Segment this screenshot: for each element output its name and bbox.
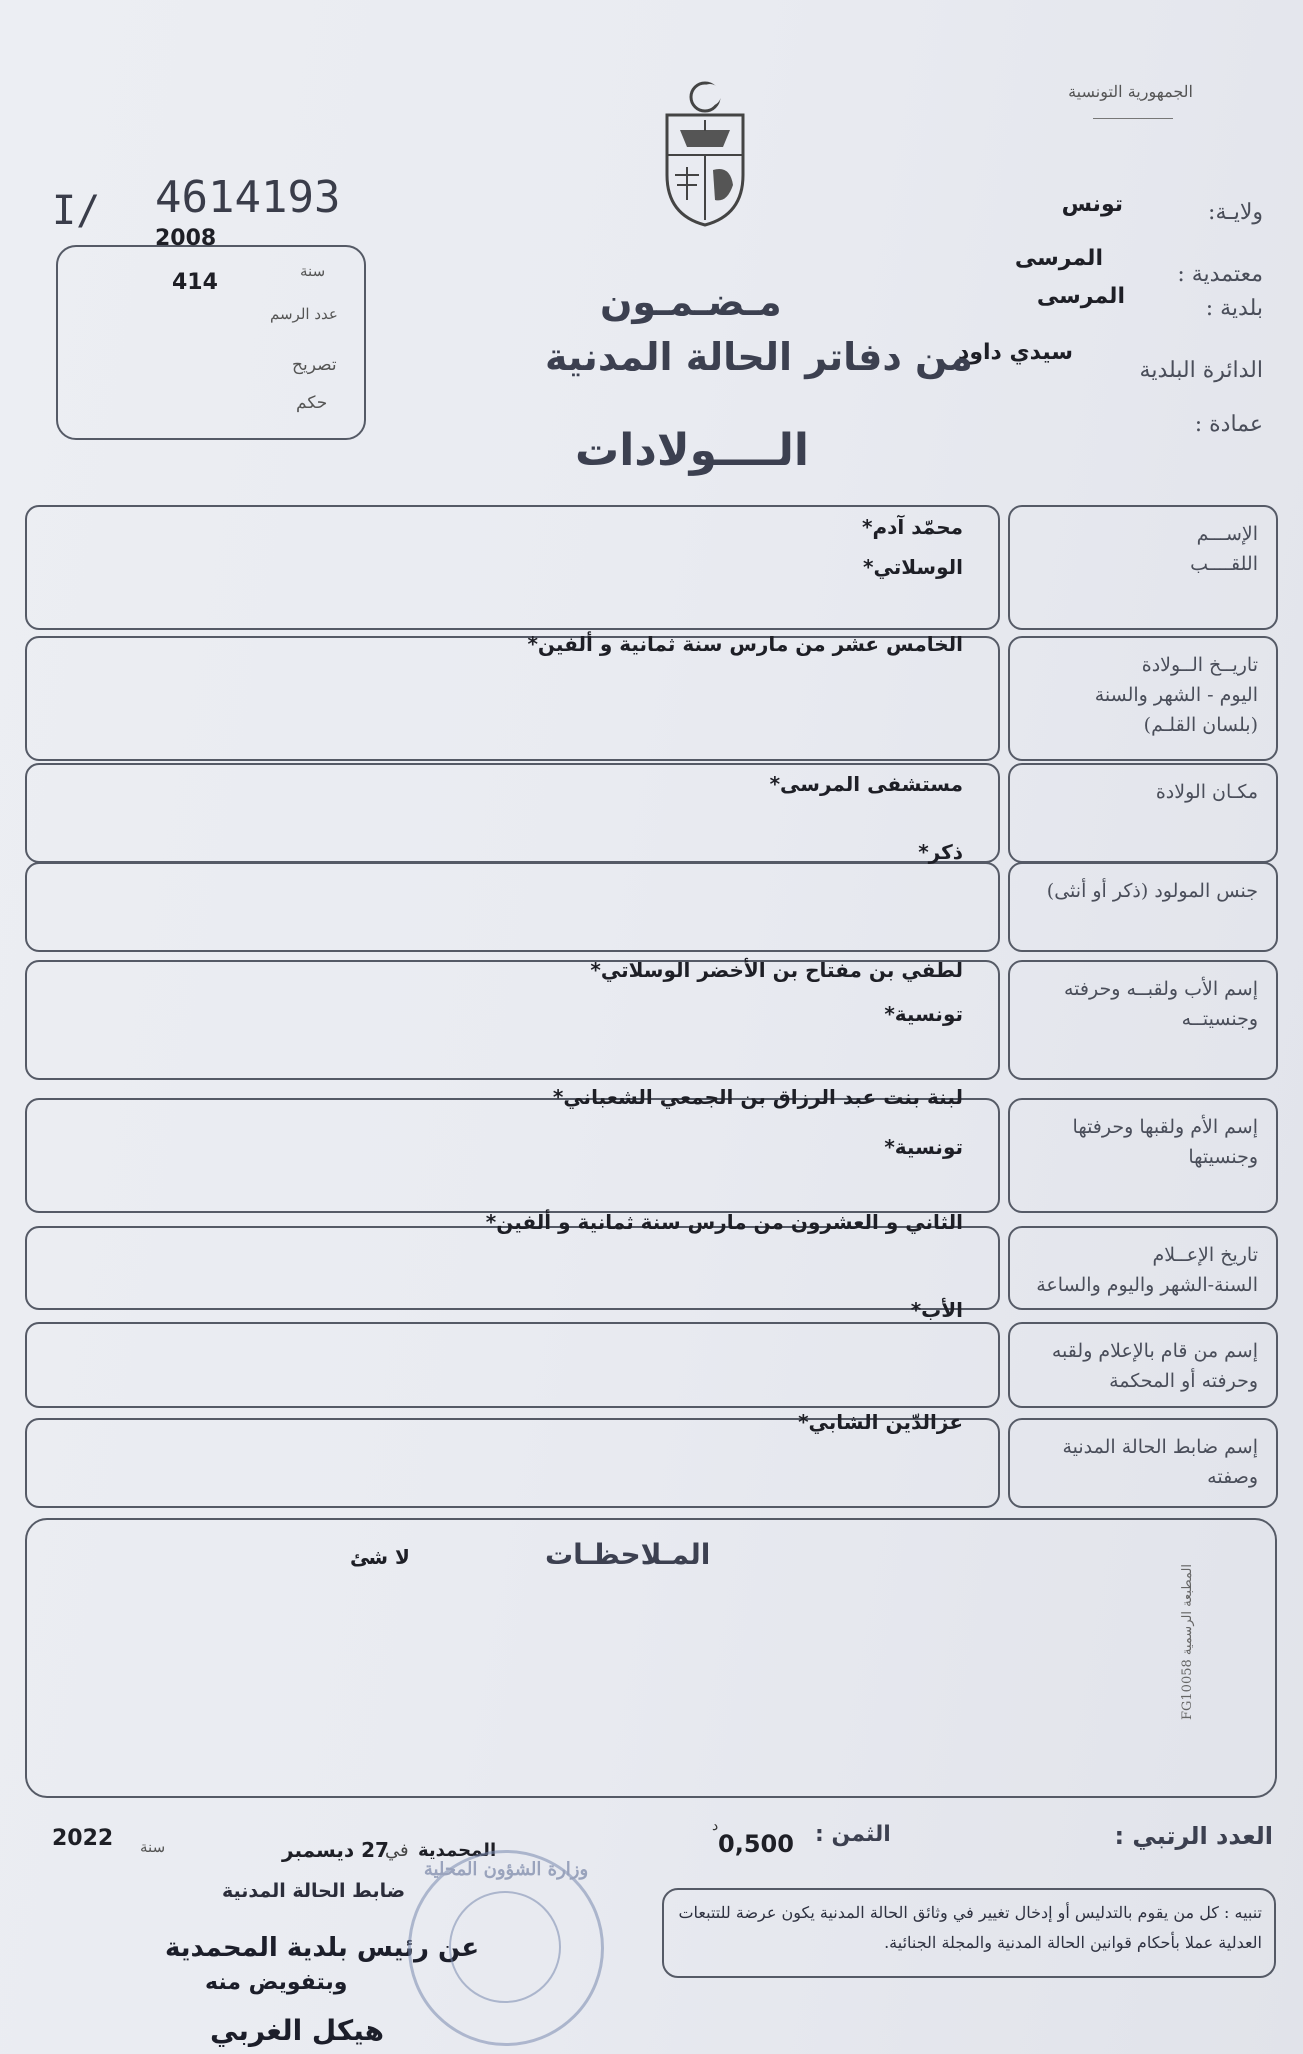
- row-label: تاريخ الإعــلام السنة-الشهر واليوم والساعة: [1036, 1244, 1258, 1296]
- price-label: الثمن :: [815, 1822, 891, 1847]
- signature-line1: عن رئيس بلدية المحمدية: [165, 1933, 480, 1963]
- issue-year: 2022: [52, 1826, 114, 1851]
- issue-date: 27 ديسمبر: [282, 1838, 389, 1862]
- baladia-value: المرسى: [1036, 284, 1125, 309]
- row-value-box: [25, 505, 1000, 630]
- row-label: إسم الأم ولقبها وحرفتها وجنسيتها: [1072, 1116, 1258, 1168]
- in-word: في: [385, 1840, 409, 1861]
- price-value: 0,500: [718, 1830, 794, 1858]
- title-line1: مـضـمـون: [600, 280, 782, 324]
- row-value: الثاني و العشرون من مارس سنة ثمانية و ألفين*: [485, 1210, 963, 1234]
- row-value: تونسية*: [884, 1002, 963, 1026]
- coat-of-arms-icon: [655, 75, 755, 235]
- daira-label: الدائرة البلدية: [1139, 358, 1263, 383]
- declaration-label: تصريح: [292, 355, 337, 375]
- price-unit: د: [712, 1818, 719, 1834]
- record-prefix: I/: [52, 188, 101, 234]
- row-value: الخامس عشر من مارس سنة ثمانية و ألفين*: [527, 632, 963, 656]
- row-value: عزالدّين الشابي*: [798, 1410, 963, 1434]
- signatory-name: هيكل الغربي: [210, 2014, 385, 2047]
- daira-value: سيدي داود: [958, 340, 1073, 365]
- row-value: تونسية*: [884, 1135, 963, 1159]
- row-value-box: [25, 1226, 1000, 1310]
- row-value: لطفي بن مفتاح بن الأخضر الوسلاتي*: [590, 958, 963, 982]
- row-value: ذكر*: [918, 840, 963, 864]
- row-label: إسم ضابط الحالة المدنية وصفته: [1062, 1436, 1258, 1488]
- row-label: مكـان الولادة: [1155, 781, 1258, 803]
- wilaya-label: ولايـة:: [1208, 200, 1263, 225]
- title-line3: الــــولادات: [575, 425, 809, 476]
- row-value: محمّد آدم*: [862, 515, 963, 539]
- row-label: الإســـم اللقــــب: [1190, 523, 1258, 575]
- warning-text: تنبيه : كل من يقوم بالتدليس أو إدخال تغيير في وثائق الحالة المدنية يكون عرضة للتتبعات العدلية عملا بأحكام قوانين الحالة المدنية والمجلة الجنائية.: [678, 1903, 1262, 1952]
- record-number: 4614193: [155, 172, 341, 223]
- row-value: مستشفى المرسى*: [769, 772, 963, 796]
- signature-line2: وبتفويض منه: [205, 1970, 348, 1995]
- row-label: إسم الأب ولقبــه وحرفته وجنسيتــه: [1064, 978, 1258, 1030]
- year-label: سنة: [300, 262, 326, 280]
- row-label: إسم من قام بالإعلام ولقبه وحرفته أو المحكمة: [1051, 1340, 1258, 1392]
- header-divider: [1093, 118, 1173, 119]
- stamp-text: وزارة الشؤون المحلية: [423, 1859, 589, 1880]
- republic-header: الجمهورية التونسية: [1068, 82, 1193, 101]
- remarks-label: المـلاحظـات: [545, 1538, 711, 1571]
- wilaya-value: تونس: [1061, 192, 1123, 217]
- title-line2: من دفاتر الحالة المدنية: [545, 335, 973, 379]
- motamadia-value: المرسى: [1014, 246, 1103, 271]
- year-word: سنة: [140, 1838, 166, 1856]
- remarks-value: لا شئ: [350, 1545, 410, 1569]
- year-value: 2008: [155, 226, 217, 251]
- official-stamp: [408, 1850, 604, 2046]
- imada-label: عمادة :: [1194, 412, 1263, 437]
- act-label: عدد الرسم: [270, 305, 338, 323]
- officer-title: ضابط الحالة المدنية: [222, 1880, 406, 1902]
- motamadia-label: معتمدية :: [1177, 262, 1263, 287]
- act-value: 414: [172, 270, 218, 295]
- row-value: الأب*: [910, 1298, 963, 1322]
- row-value-box: [25, 1098, 1000, 1213]
- row-value-box: [25, 862, 1000, 952]
- serial-label: العدد الرتبي :: [1114, 1822, 1273, 1850]
- row-value: لبنة بنت عبد الرزاق بن الجمعي الشعباني*: [552, 1085, 963, 1109]
- issue-place: المحمدية: [418, 1840, 497, 1861]
- row-value: الوسلاتي*: [863, 555, 963, 579]
- row-value-box: [25, 1322, 1000, 1408]
- judgment-label: حكم: [296, 393, 328, 413]
- printer-mark: المطبعة الرسمية FG10058: [1180, 1564, 1195, 1720]
- row-label: تاريــخ الــولادة اليوم - الشهر والسنة (بلسان القلـم): [1094, 654, 1258, 736]
- row-label: جنس المولود (ذكر أو أنثى): [1046, 880, 1258, 902]
- baladia-label: بلدية :: [1205, 296, 1263, 321]
